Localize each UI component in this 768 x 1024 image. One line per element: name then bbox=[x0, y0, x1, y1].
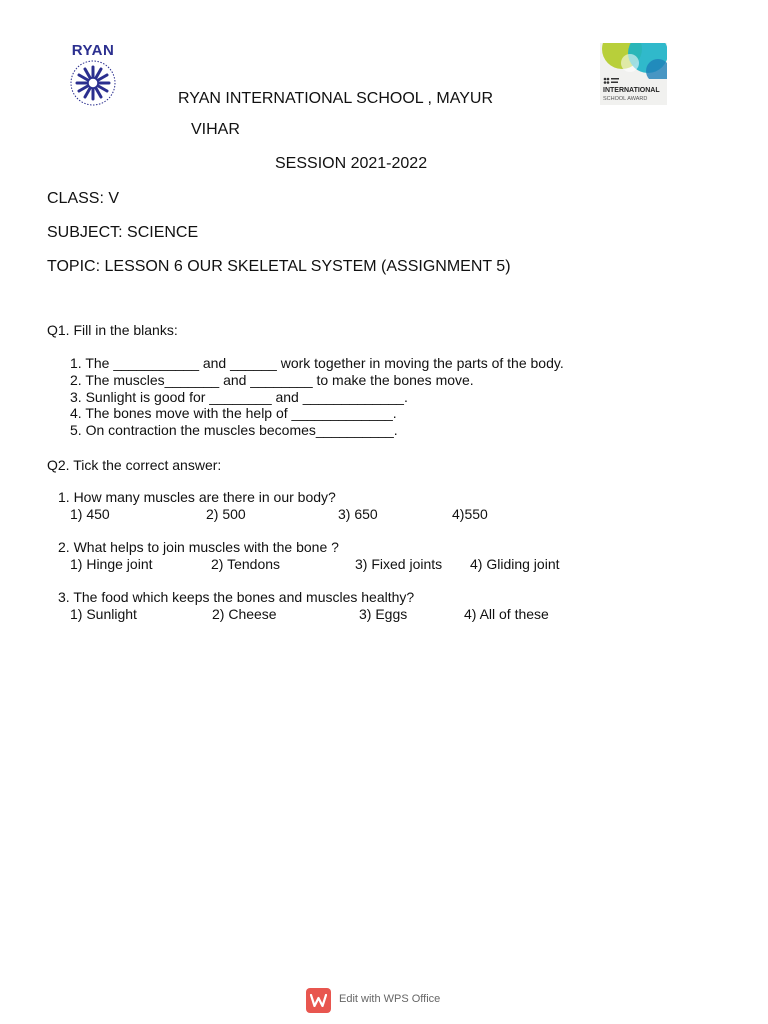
british-council-mark-icon bbox=[603, 77, 619, 85]
ryan-logo-wordmark: RYAN bbox=[71, 42, 115, 59]
session-heading: SESSION 2021-2022 bbox=[275, 155, 428, 172]
question-text: 2. What helps to join muscles with the bone ? bbox=[58, 539, 339, 555]
ryan-school-logo bbox=[56, 42, 130, 108]
answer-option: 3) 650 bbox=[338, 506, 378, 522]
q1-title: Q1. Fill in the blanks: bbox=[47, 322, 178, 338]
answer-option: 1) Hinge joint bbox=[70, 556, 153, 572]
answer-option: 1) 450 bbox=[70, 506, 110, 522]
topic-line: TOPIC: LESSON 6 OUR SKELETAL SYSTEM (ASSIGNMENT 5) bbox=[47, 258, 511, 275]
q1-item: 3. Sunlight is good for ________ and _____________. bbox=[70, 389, 408, 405]
international-school-award-logo bbox=[600, 43, 667, 105]
school-name-line1: RYAN INTERNATIONAL SCHOOL , MAYUR bbox=[178, 90, 494, 107]
q1-item: 5. On contraction the muscles becomes__________. bbox=[70, 422, 398, 438]
answer-option: 3) Fixed joints bbox=[355, 556, 443, 572]
subject-line: SUBJECT: SCIENCE bbox=[47, 224, 199, 241]
answer-option: 4) Gliding joint bbox=[470, 556, 560, 572]
answer-option: 2) 500 bbox=[206, 506, 246, 522]
q1-item: 4. The bones move with the help of _____________. bbox=[70, 405, 397, 421]
q1-item: 1. The ___________ and ______ work together in moving the parts of the body. bbox=[70, 355, 564, 371]
q2-title: Q2. Tick the correct answer: bbox=[47, 457, 222, 473]
award-logo-title: INTERNATIONAL bbox=[603, 87, 660, 94]
award-logo-graphic bbox=[600, 43, 667, 79]
question-text: 1. How many muscles are there in our body? bbox=[58, 489, 336, 505]
answer-option: 3) Eggs bbox=[359, 606, 408, 622]
award-logo-subtitle: SCHOOL AWARD bbox=[603, 96, 648, 102]
wps-logo-icon bbox=[306, 988, 331, 1013]
school-name-line2: VIHAR bbox=[191, 121, 240, 138]
question-text: 3. The food which keeps the bones and muscles healthy? bbox=[58, 589, 415, 605]
ryan-emblem-icon bbox=[62, 58, 124, 108]
answer-option: 1) Sunlight bbox=[70, 606, 137, 622]
answer-option: 2) Cheese bbox=[212, 606, 277, 622]
answer-option: 4)550 bbox=[452, 506, 488, 522]
class-line: CLASS: V bbox=[47, 190, 120, 207]
q1-item: 2. The muscles_______ and ________ to make the bones move. bbox=[70, 372, 474, 388]
answer-option: 4) All of these bbox=[464, 606, 549, 622]
wps-edit-label: Edit with WPS Office bbox=[339, 993, 441, 1005]
answer-option: 2) Tendons bbox=[211, 556, 281, 572]
